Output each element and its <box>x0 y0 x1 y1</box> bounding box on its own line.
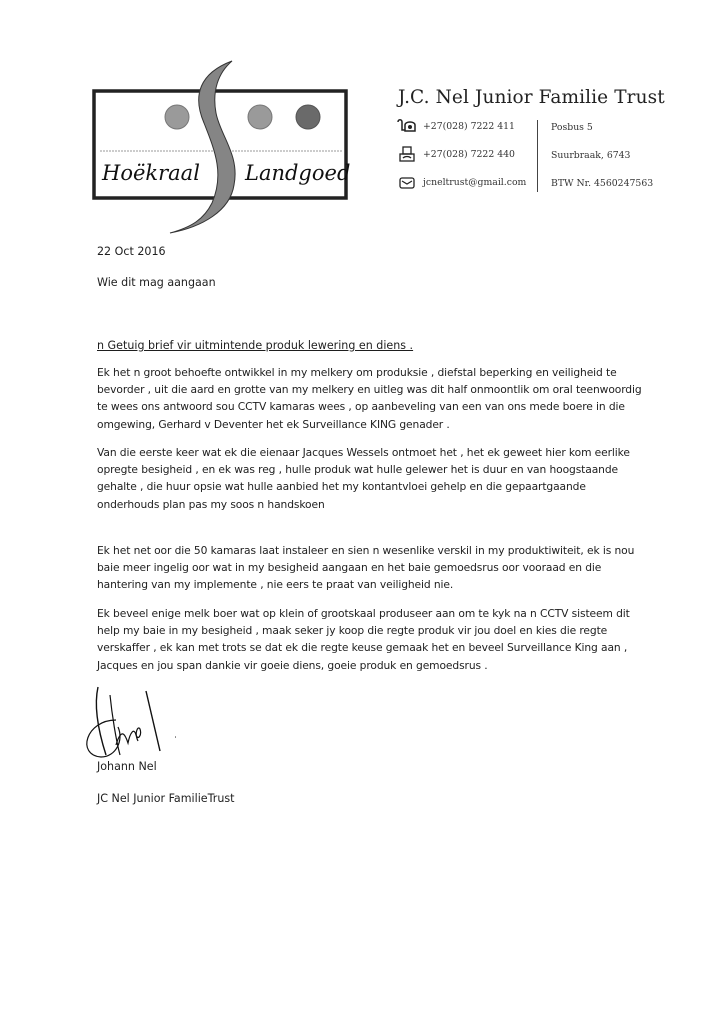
paragraph-line: baie meer ingelig oor wat in my besigheid aangaan en het baie gemoedsrus oor vooraad en die <box>97 561 602 575</box>
header-divider <box>537 120 538 192</box>
logo-text-left: Hoëkraal <box>102 161 200 185</box>
paragraph <box>97 364 657 433</box>
logo-dot <box>248 105 272 129</box>
paragraph-line: Ek beveel enige melk boer wat op klein of grootskaal produseer aan om te kyk na n CCTV sisteem dit <box>97 607 630 620</box>
handwritten-signature <box>76 685 176 765</box>
paragraph-line: opregte besigheid , en ek was reg , hulle produk wat hulle gelewer het is duur en van hoogstaande <box>97 463 618 477</box>
paragraph <box>97 605 657 674</box>
letter-subject: n Getuig brief vir uitmintende produk lewering en diens . <box>97 339 414 352</box>
fax-number: +27(028) 7222 440 <box>423 149 515 160</box>
postal-address: Posbus 5 <box>551 122 593 133</box>
paragraph-line: Ek het n groot behoefte ontwikkel in my melkery om produksie , diefstal beperking en veiligheid te <box>97 366 617 379</box>
paragraph <box>97 542 657 594</box>
signatory-organisation: JC Nel Junior FamilieTrust <box>97 792 235 805</box>
paragraph-line: Jacques en jou span dankie vir goeie diens, goeie produk en gemoedsrus . <box>97 658 488 672</box>
company-logo <box>92 55 350 240</box>
paragraph-line: bevorder , uit die aard en grotte van my melkery en uitleg was dit half onmoontlik om oral teenwoordig <box>97 383 642 397</box>
phone-number: +27(028) 7222 411 <box>423 121 515 132</box>
paragraph-line: hantering van my implemente , nie eers te praat van veiligheid nie. <box>97 578 454 592</box>
paragraph-line: verskaffer , ek kan met trots se dat ek die regte keuse gemaak het en beveel Surveillance King aan , <box>97 641 628 655</box>
paragraph-line: Van die eerste keer wat ek die eienaar Jacques Wessels ontmoet het , het ek geweet hier kom eerlike <box>97 446 630 459</box>
envelope-icon <box>396 175 418 191</box>
paragraph-line: Ek het net oor die 50 kamaras laat instaleer en sien n wesenlike verskil in my produktiwiteit, ek is nou <box>97 544 635 557</box>
town-postcode: Suurbraak, 6743 <box>551 150 631 161</box>
paragraph-line: gehalte , die huur opsie wat hulle aanbied het my kontantvloei gehelp en die gepaartgaande <box>97 480 586 494</box>
fax-icon <box>396 146 418 162</box>
paragraph-line: help my baie in my besigheid , maak seker jy koop die regte produk vir jou doel en kies die regte <box>97 624 608 638</box>
signatory-name: Johann Nel <box>97 760 157 773</box>
paragraph-line: omgewing, Gerhard v Deventer het ek Surveillance KING genader . <box>97 417 450 431</box>
email-address[interactable]: jcneltrust@gmail.com <box>423 177 527 188</box>
logo-dot <box>296 105 320 129</box>
logo-dot <box>165 105 189 129</box>
letter-date: 22 Oct 2016 <box>97 245 166 258</box>
paragraph-line: onderhouds plan pas my soos n handskoen <box>97 497 325 511</box>
letter-salutation: Wie dit mag aangaan <box>97 276 216 289</box>
vat-number: BTW Nr. 4560247563 <box>551 178 654 189</box>
company-name: J.C. Nel Junior Familie Trust <box>398 87 665 108</box>
paragraph <box>97 444 657 513</box>
telephone-icon <box>396 118 418 134</box>
paragraph-line: te wees ons antwoord sou CCTV kamaras wees , op aanbeveling van een van ons mede boere in die <box>97 400 625 414</box>
logo-text-right: Landgoed <box>245 161 350 185</box>
